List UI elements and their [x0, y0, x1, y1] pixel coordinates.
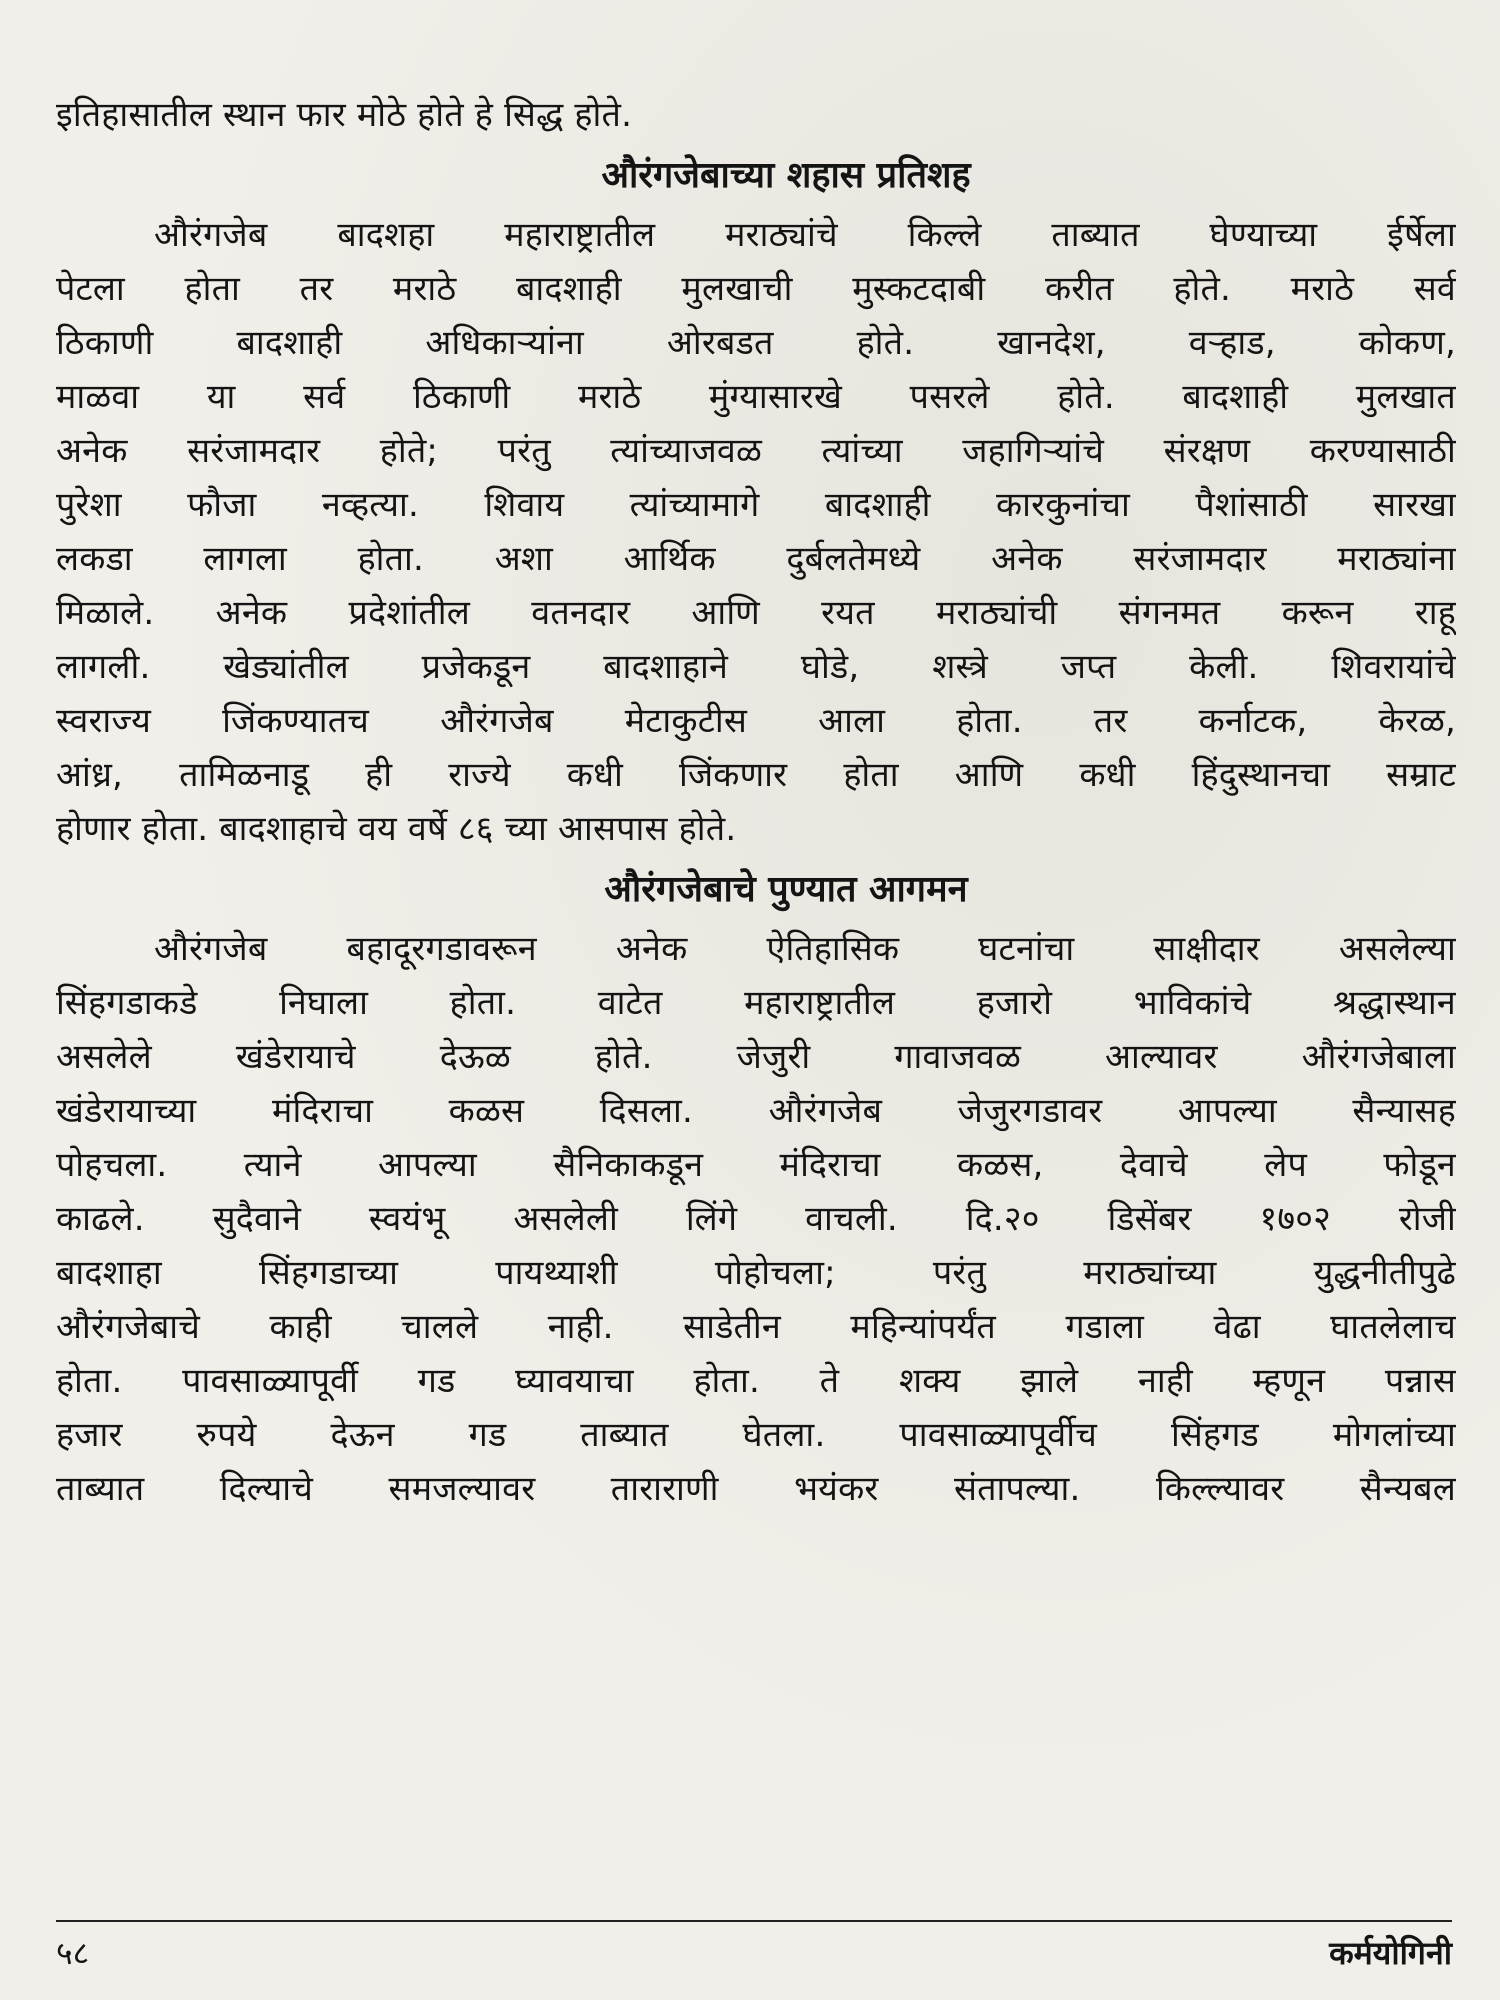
paragraph-line: माळवा या सर्व ठिकाणी मराठे मुंग्यासारखे पसरले होते. बादशाही मुलखात: [56, 377, 1456, 417]
opening-line: इतिहासातील स्थान फार मोठे होते हे सिद्ध होते.: [56, 95, 633, 135]
paragraph-line: पुरेशा फौजा नव्हत्या. शिवाय त्यांच्यामागे बादशाही कारकुनांचा पैशांसाठी सारखा: [56, 485, 1456, 525]
paragraph-line: लागली. खेड्यांतील प्रजेकडून बादशाहाने घोडे, शस्त्रे जप्त केली. शिवरायांचे: [56, 647, 1456, 687]
paragraph-line: लकडा लागला होता. अशा आर्थिक दुर्बलतेमध्ये अनेक सरंजामदार मराठ्यांना: [56, 539, 1456, 579]
paragraph-line: ठिकाणी बादशाही अधिकाऱ्यांना ओरबडत होते. खानदेश, वऱ्हाड, कोकण,: [56, 323, 1456, 363]
paragraph-line: औरंगजेब बहादूरगडावरून अनेक ऐतिहासिक घटनांचा साक्षीदार असलेल्या: [154, 929, 1456, 969]
page-body: [56, 88, 1456, 1516]
paragraph-line: होणार होता. बादशाहाचे वय वर्षे ८६ च्या आसपास होते.: [56, 809, 737, 849]
paragraph-line: औरंगजेबाचे काही चालले नाही. साडेतीन महिन्यांपर्यंत गडाला वेढा घातलेलाच: [56, 1307, 1456, 1347]
page-number: ५८: [56, 1934, 90, 1972]
footer-divider: [56, 1920, 1452, 1922]
page-footer: [56, 1928, 1452, 1978]
paragraph-line: मिळाले. अनेक प्रदेशांतील वतनदार आणि रयत मराठ्यांची संगनमत करून राहू: [56, 593, 1456, 633]
paragraph-line: स्वराज्य जिंकण्यातच औरंगजेब मेटाकुटीस आला होता. तर कर्नाटक, केरळ,: [56, 701, 1456, 741]
section-1-paragraph: [56, 208, 1456, 856]
section-heading-2: औरंगजेबाचे पुण्यात आगमन: [604, 869, 968, 910]
paragraph-line: औरंगजेब बादशहा महाराष्ट्रातील मराठ्यांचे किल्ले ताब्यात घेण्याच्या ईर्षेला: [154, 215, 1456, 255]
paragraph-line: खंडेरायाच्या मंदिराचा कळस दिसला. औरंगजेब जेजुरगडावर आपल्या सैन्यासह: [56, 1091, 1456, 1131]
paragraph-line: पोहचला. त्याने आपल्या सैनिकाकडून मंदिराचा कळस, देवाचे लेप फोडून: [56, 1145, 1456, 1185]
paragraph-line: अनेक सरंजामदार होते; परंतु त्यांच्याजवळ त्यांच्या जहागिऱ्यांचे संरक्षण करण्यासाठी: [56, 431, 1456, 471]
paragraph-line: ताब्यात दिल्याचे समजल्यावर ताराराणी भयंकर संतापल्या. किल्ल्यावर सैन्यबल: [56, 1469, 1456, 1509]
paragraph-line: असलेले खंडेरायाचे देऊळ होते. जेजुरी गावाजवळ आल्यावर औरंगजेबाला: [56, 1037, 1456, 1077]
paragraph-line: काढले. सुदैवाने स्वयंभू असलेली लिंगे वाचली. दि.२० डिसेंबर १७०२ रोजी: [56, 1199, 1456, 1239]
paragraph-line: हजार रुपये देऊन गड ताब्यात घेतला. पावसाळ्यापूर्वीच सिंहगड मोगलांच्या: [56, 1415, 1456, 1455]
paragraph-line: आंध्र, तामिळनाडू ही राज्ये कधी जिंकणार होता आणि कधी हिंदुस्थानचा सम्राट: [56, 755, 1456, 795]
paragraph-line: होता. पावसाळ्यापूर्वी गड घ्यावयाचा होता. ते शक्य झाले नाही म्हणून पन्नास: [56, 1361, 1456, 1401]
section-heading-1: औरंगजेबाच्या शहास प्रतिशह: [601, 155, 971, 196]
paragraph-line: पेटला होता तर मराठे बादशाही मुलखाची मुस्कटदाबी करीत होते. मराठे सर्व: [56, 269, 1456, 309]
paragraph-line: सिंहगडाकडे निघाला होता. वाटेत महाराष्ट्रातील हजारो भाविकांचे श्रद्धास्थान: [56, 983, 1456, 1023]
paragraph-line: बादशाहा सिंहगडाच्या पायथ्याशी पोहोचला; परंतु मराठ्यांच्या युद्धनीतीपुढे: [56, 1253, 1456, 1293]
section-2-paragraph: [56, 922, 1456, 1516]
book-title: कर्मयोगिनी: [1329, 1934, 1452, 1972]
